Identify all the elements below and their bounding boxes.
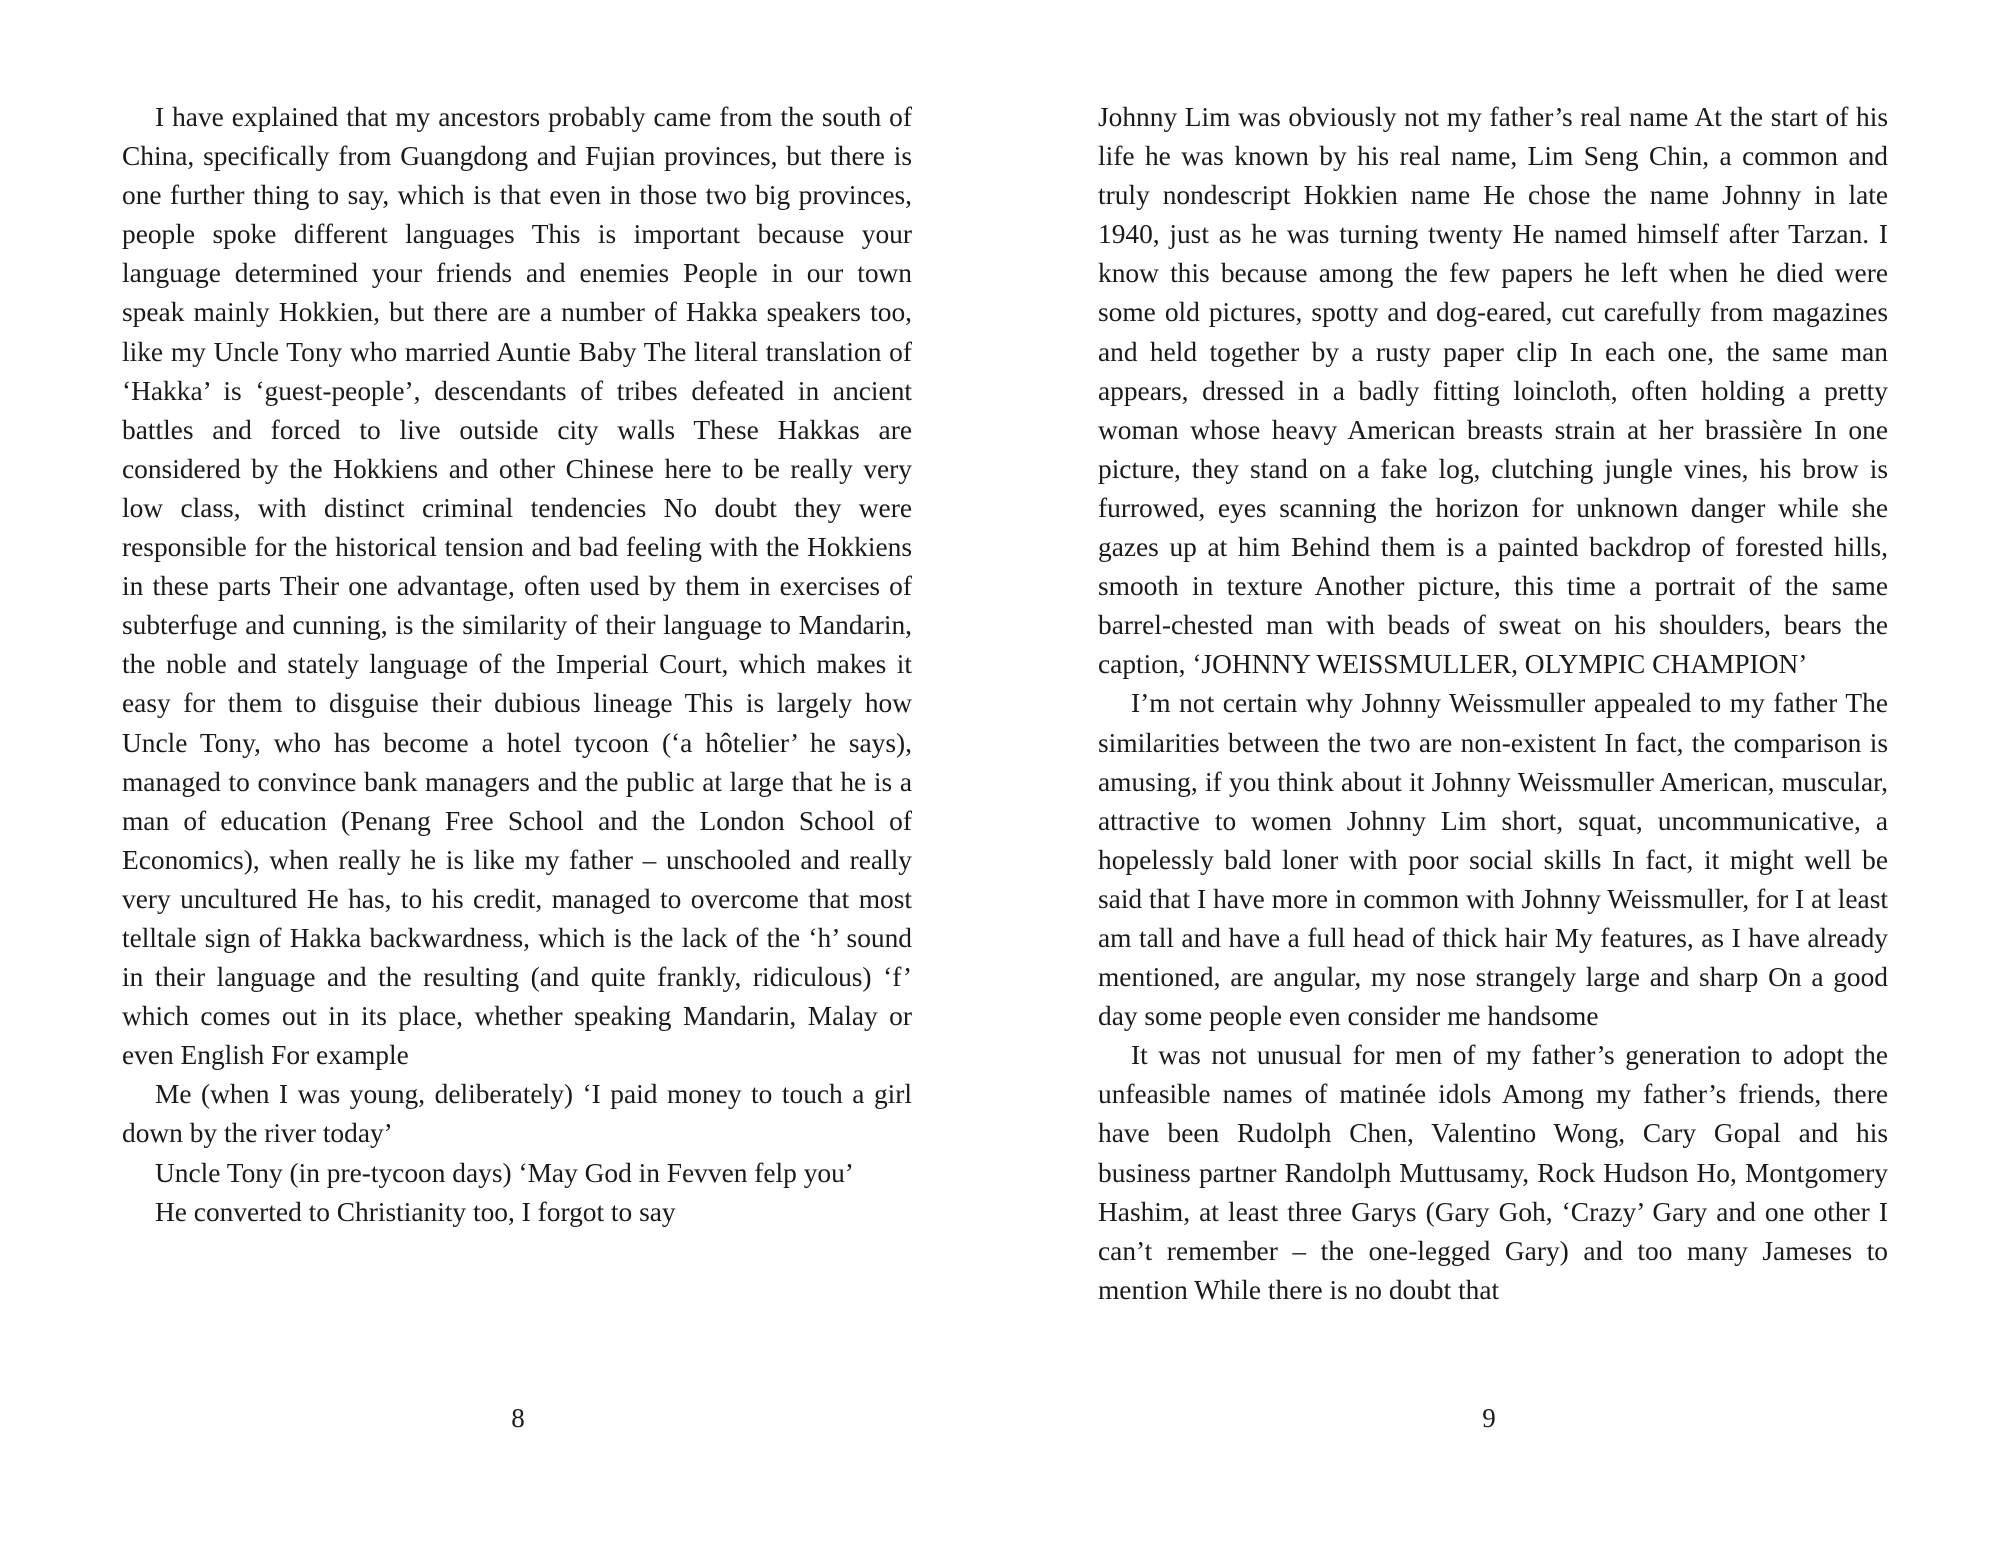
left-paragraph-3: Uncle Tony (in pre-tycoon days) ‘May God in Fevven felp you’ (155, 1157, 854, 1188)
page-number-left: 8 (511, 1403, 525, 1433)
left-page (122, 98, 912, 1232)
right-page (1098, 98, 1888, 1310)
left-paragraph-1: I have explained that my ancestors probably came from the south of China, specifically from Guangdong and Fujian provinces, but there is one further thing to say, which is that even in those two big provinces, people spoke different languages This is important because your language determined your friends and enemies People in our town speak mainly Hokkien, but there are a number of Hakka speakers too, like my Uncle Tony who married Auntie Baby The literal translation of ‘Hakka’ is ‘guest-people’, descendants of tribes defeated in ancient battles and forced to live outside city walls These Hakkas are considered by the Hokkiens and other Chinese here to be really very low class, with distinct criminal tendencies No doubt they were responsible for the historical tension and bad feeling with the Hokkiens in these parts Their one advantage, often used by them in exercises of subterfuge and cunning, is the similarity of their language to Mandarin, the noble and stately language of the Imperial Court, which makes it easy for them to disguise their dubious lineage This is largely how Uncle Tony, who has become a hotel tycoon (‘a hôtelier’ he says), managed to convince bank managers and the public at large that he is a man of education (Penang Free School and the London School of Economics), when really he is like my father – unschooled and really very uncultured He has, to his credit, managed to overcome that most telltale sign of Hakka backwardness, which is the lack of the ‘h’ sound in their language and the resulting (and quite frankly, ridiculous) ‘f’ which comes out in its place, whether speaking Mandarin, Malay or even English For example (122, 102, 912, 1071)
left-paragraph-2: Me (when I was young, deliberately) ‘I paid money to touch a girl down by the river today’ (122, 1079, 912, 1149)
page-number-right: 9 (1482, 1403, 1496, 1433)
right-paragraph-3: It was not unusual for men of my father’s generation to adopt the unfeasible names of matinée idols Among my father’s friends, there have been Rudolph Chen, Valentino Wong, Cary Gopal and his business partner Randolph Muttusamy, Rock Hudson Ho, Montgomery Hashim, at least three Garys (Gary Goh, ‘Crazy’ Gary and one other I can’t remember – the one-legged Gary) and too many Jameses to mention While there is no doubt that (1098, 1040, 1888, 1305)
left-paragraph-4: He converted to Christianity too, I forgot to say (155, 1196, 676, 1227)
right-paragraph-1: Johnny Lim was obviously not my father’s real name At the start of his life he was known by his real name, Lim Seng Chin, a common and truly nondescript Hokkien name He chose the name Johnny in late 1940, just as he was turning twenty He named himself after Tarzan. I know this because among the few papers he left when he died were some old pictures, spotty and dog-eared, cut carefully from magazines and held together by a rusty paper clip In each one, the same man appears, dressed in a badly fitting loincloth, often holding a pretty woman whose heavy American breasts strain at her brassière In one picture, they stand on a fake log, clutching jungle vines, his brow is furrowed, eyes scanning the horizon for unknown danger while she gazes up at him Behind them is a painted backdrop of forested hills, smooth in texture Another picture, this time a portrait of the same barrel-chested man with beads of sweat on his shoulders, bears the caption, ‘JOHNNY WEISSMULLER, OLYMPIC CHAMPION’ (1098, 102, 1888, 680)
right-paragraph-2: I’m not certain why Johnny Weissmuller appealed to my father The similarities between the two are non-existent In fact, the comparison is amusing, if you think about it Johnny Weissmuller American, muscular, attractive to women Johnny Lim short, squat, uncommunicative, a hopelessly bald loner with poor social skills In fact, it might well be said that I have more in common with Johnny Weissmuller, for I at least am tall and have a full head of thick hair My features, as I have already mentioned, are angular, my nose strangely large and sharp On a good day some people even consider me handsome (1098, 688, 1888, 1032)
